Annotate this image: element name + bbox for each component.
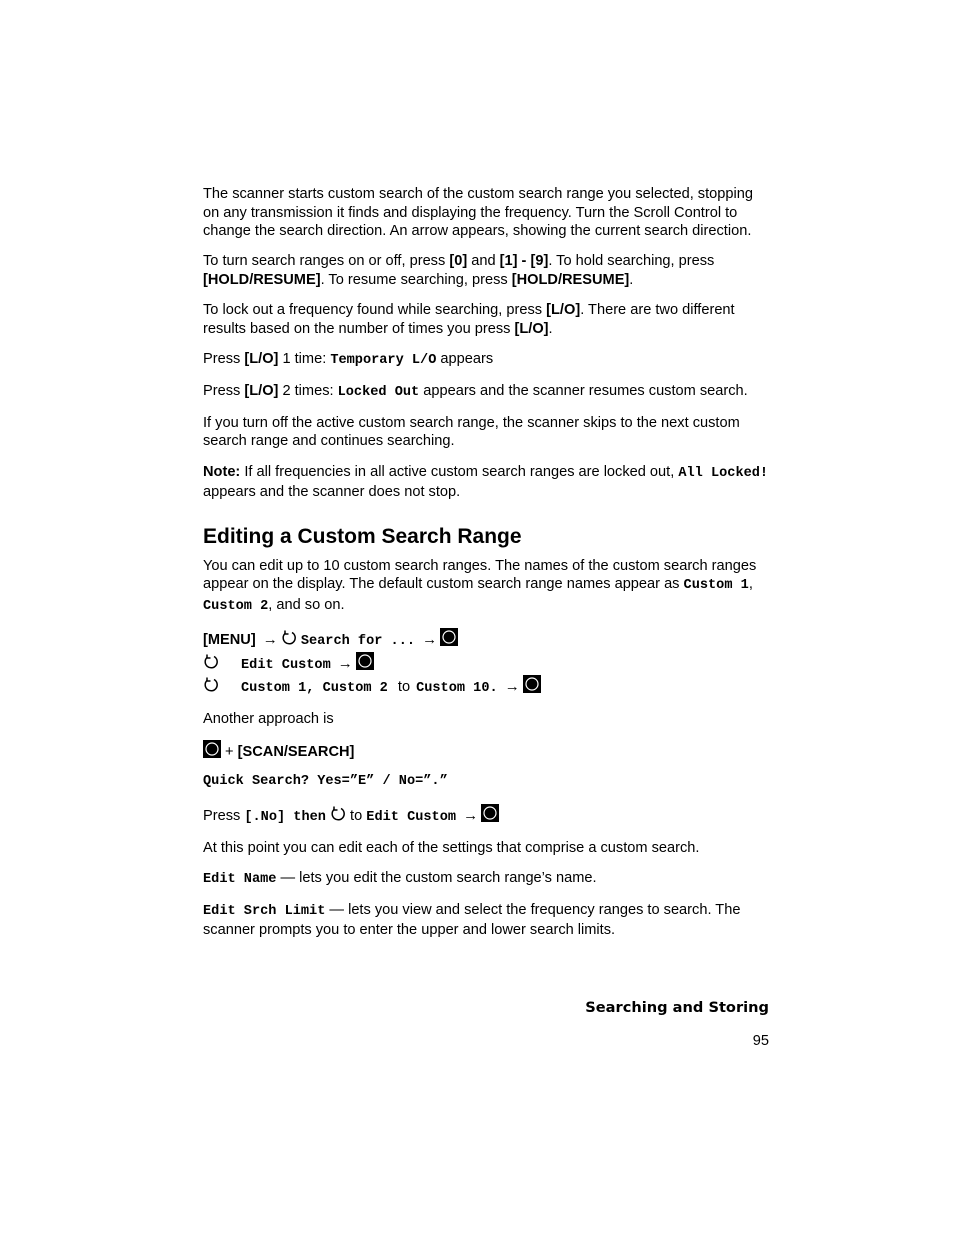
key-menu: [MENU] — [203, 632, 256, 648]
arrow-right-icon: → — [262, 631, 278, 648]
display-text: Edit Custom — [241, 657, 331, 673]
display-text: Locked Out — [337, 384, 420, 400]
display-text: Search for ... — [300, 634, 416, 649]
edit-name-item — [203, 869, 769, 890]
key-1-9: [1] - [9] — [499, 253, 549, 270]
knob-press-icon — [203, 740, 221, 758]
text: 1 time: — [278, 350, 331, 367]
display-text: All Locked! — [678, 465, 769, 481]
text: Press — [203, 807, 245, 824]
knob-press-icon — [481, 804, 499, 822]
press-no-line — [203, 804, 769, 828]
text: 2 times: — [278, 382, 338, 399]
text: . To hold searching, press — [548, 253, 715, 270]
paragraph-edit-intro — [203, 557, 769, 617]
arrow-right-icon: → — [504, 678, 520, 696]
knob-press-icon — [523, 675, 541, 693]
quick-search-prompt: Quick Search? Yes=”E” / No=”.” — [203, 774, 448, 790]
key-hold-resume: [HOLD/RESUME] — [511, 271, 630, 288]
display-text: Custom 1, Custom 2 — [241, 681, 388, 697]
display-text: Edit Custom — [366, 809, 457, 825]
note — [203, 463, 769, 502]
paragraph-edit-settings: At this point you can edit each of the settings that comprise a custom search. — [203, 839, 700, 856]
menu-path-line-1 — [203, 628, 769, 652]
section-heading: Editing a Custom Search Range — [203, 524, 522, 548]
text: appears and the scanner does not stop. — [203, 484, 461, 501]
key-lo: [L/O] — [244, 350, 279, 367]
menu-path-line-2 — [203, 652, 769, 676]
paragraph-search-start: The scanner starts custom search of the custom search range you selected, stopping on any transmission it finds and displaying the frequency. Turn the Scroll Control to change the search direction. An arrow appears, showing the current search direction. — [203, 186, 753, 240]
text: — lets you view and select the frequency ranges to search. The scanner prompts you to enter the upper and lower search limits. — [203, 901, 741, 939]
paragraph-another: Another approach is — [203, 711, 334, 728]
text: + — [221, 744, 238, 761]
text: Press — [203, 382, 245, 399]
paragraph-skip: If you turn off the active custom search range, the scanner skips to the next custom search range and continues searching. — [203, 414, 740, 450]
page-body — [203, 185, 769, 940]
text: appears and the scanner resumes custom search. — [419, 382, 748, 399]
key-scan-search: [SCAN/SEARCH] — [237, 744, 355, 761]
note-label: Note: — [203, 463, 241, 480]
text: You can edit up to 10 custom search ranges. The names of the custom search ranges appear on the display. The default custom search range names appear as — [203, 557, 757, 593]
text: If all frequencies in all active custom search ranges are locked out, — [240, 463, 679, 480]
text: To turn search ranges on or off, press — [203, 253, 450, 270]
knob-press-icon — [356, 652, 374, 670]
display-text: Edit Srch Limit — [203, 903, 326, 919]
scan-search-combo — [203, 740, 769, 762]
text: . — [548, 320, 553, 337]
paragraph-lo-once — [203, 350, 769, 371]
arrow-right-icon: → — [463, 806, 479, 824]
scroll-control-icon — [281, 630, 297, 646]
text: — lets you edit the custom search range’s name. — [276, 869, 597, 886]
scroll-control-icon — [330, 806, 346, 822]
text: to — [346, 807, 367, 824]
key-lo: [L/O] — [514, 320, 549, 337]
text: and — [467, 253, 500, 270]
knob-press-icon — [440, 628, 458, 646]
paragraph-lockout — [203, 301, 769, 338]
edit-srch-limit-item — [203, 901, 769, 940]
display-text: [.No] then — [244, 809, 326, 825]
text: . There are two different results based on the number of times you press — [203, 301, 735, 337]
text: Press — [203, 350, 245, 367]
arrow-right-icon: → — [422, 631, 438, 648]
display-text: Custom 10. — [416, 681, 498, 697]
display-text: Temporary L/O — [330, 352, 437, 368]
text: . To resume searching, press — [320, 271, 512, 288]
key-hold-resume: [HOLD/RESUME] — [203, 271, 321, 288]
paragraph-lo-twice — [203, 382, 769, 403]
key-0: [0] — [449, 253, 468, 270]
arrow-right-icon: → — [337, 654, 353, 672]
menu-path — [203, 628, 769, 699]
scroll-control-icon — [203, 654, 219, 670]
key-lo: [L/O] — [244, 382, 279, 399]
menu-path-line-3 — [203, 675, 769, 699]
page-number: 95 — [752, 1033, 769, 1049]
text: To lock out a frequency found while searching, press — [203, 301, 547, 318]
text: , — [748, 576, 753, 593]
footer-section-title: Searching and Storing — [585, 999, 769, 1016]
text: to — [397, 679, 411, 696]
paragraph-toggle-ranges — [203, 252, 769, 289]
display-text: Custom 1 — [683, 578, 749, 594]
scroll-control-icon — [203, 677, 219, 693]
text: . — [629, 271, 634, 288]
display-text: Custom 2 — [203, 598, 269, 614]
text: appears — [436, 350, 494, 367]
text: , and so on. — [268, 596, 345, 613]
key-lo: [L/O] — [546, 301, 581, 318]
display-text: Edit Name — [203, 871, 277, 887]
